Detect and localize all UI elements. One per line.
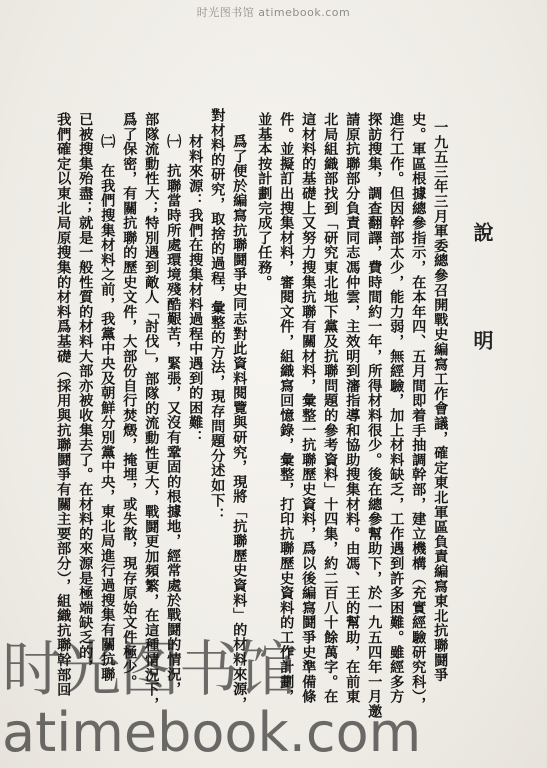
text-column: 一九五三年三月軍委總參召開戰史編寫工作會議，確定東北軍區負責編寫東北抗聯鬪爭 bbox=[432, 120, 449, 683]
text-column: 對材料的研究，取捨的過程，彙整的方法，現存問題分述如下： bbox=[209, 108, 226, 523]
text-column: 探訪搜集，調查翻譯，費時間約一年，所得材料很少。後在總參幫助下，於一九五四年一月邀 bbox=[366, 112, 383, 719]
text-column: 史。軍區根據總參指示，在本年四、五月間即着手抽調幹部，建立機構（充實經驗研究科）， bbox=[410, 112, 427, 712]
text-column: 部隊流動性大；特別遇到敵人「討伐」，部隊的流動性更大，戰鬪更加頻繁，在這種情況下， bbox=[143, 112, 160, 712]
text-column: 這材料的基礎上又努力搜集抗聯有關材料，彙整一抗聯歷史資料，爲以後編寫鬪爭史準備條 bbox=[300, 112, 317, 704]
watermark-chinese: 时光图书馆 bbox=[2, 635, 297, 705]
text-column: ㈡ 在我們搜集材料之前，我黨中央及朝鮮分別黨中央，東北局進行過搜集有關抗聯 bbox=[99, 134, 116, 682]
text-column: 進行工作。但因幹部太少，能力弱，無經驗，加上材料缺乏，工作遇到許多困難。雖經多方 bbox=[388, 112, 405, 704]
watermark-url: atimebook.com bbox=[2, 701, 422, 764]
page-title: 說 明 bbox=[470, 222, 494, 384]
text-column: 材料來源：我們在搜集材料過程中遇到的困難： bbox=[187, 134, 204, 445]
text-column: 北局組織部找到「研究東北地下黨及抗聯問題的參考資料」十四集，約二百八十餘萬字。在 bbox=[322, 112, 339, 704]
text-column: 爲了保密，有關抗聯的歷史文件，大部份自行焚燬，掩埋，或失散，現存原始文件極少。 bbox=[121, 112, 138, 690]
site-header-watermark: 时光图书馆 atimebook.com bbox=[196, 6, 351, 19]
text-column: 爲了便於編寫抗聯鬪爭史同志對此資料閱覽與研究，現將「抗聯歷史資料」的材料來源， bbox=[231, 134, 248, 712]
text-column: 已被搜集殆盡；就是一般性質的材料大部亦被收集去了。在材料的來源是極端缺乏的， bbox=[77, 112, 94, 675]
text-column: 並基本按計劃完成了任務。 bbox=[256, 112, 273, 290]
text-column: 件。並擬訂出搜集材料，審閱文件，組織寫回憶錄，彙整，打印抗聯歷史資料的工作計劃， bbox=[278, 112, 295, 704]
text-column: 我們確定以東北局原搜集的材料爲基礎（採用與抗聯鬪爭有關主要部分），組織抗聯幹部回 bbox=[55, 112, 72, 697]
text-column: ㈠ 抗聯當時所處環境殘酷艱苦，緊張，又沒有鞏固的根據地，經常處於戰鬪的情況， bbox=[165, 134, 182, 697]
text-column: 請原抗聯部分負責同志馮仲雲，主效明到瀋指導和協助搜集材料。由馮、王的幫助，在前東 bbox=[344, 112, 361, 704]
